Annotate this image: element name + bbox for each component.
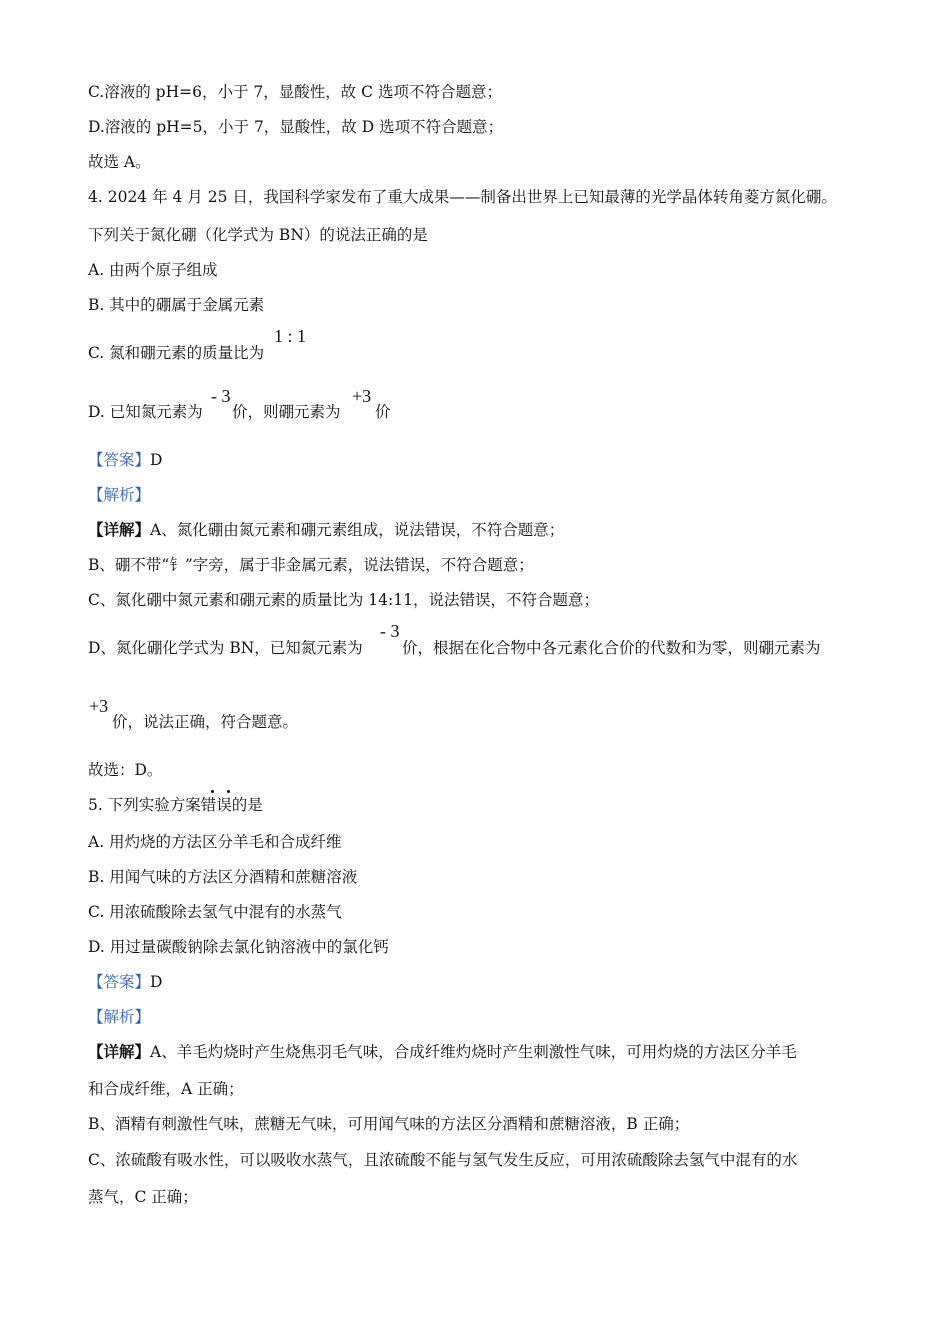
option-d: D. 已知氮元素为 [88, 403, 203, 421]
option-b: B. 用闻气味的方法区分酒精和蔗糖溶液 [88, 868, 358, 886]
detail-line: 价，根据在化合物中各元素化合价的代数和为零，则硼元素为 [402, 639, 821, 657]
option-a: A. 由两个原子组成 [88, 261, 218, 279]
answer-value: D [150, 451, 163, 469]
answer-tag: 【答案】 [88, 451, 151, 469]
detail-tag: 【详解】 [88, 520, 151, 539]
answer-value: D [150, 973, 163, 991]
math-valence: - 3 [211, 386, 231, 406]
detail-line [88, 1042, 797, 1062]
text-line: C.溶液的 pH=6，小于 7，显酸性，故 C 选项不符合题意； [88, 83, 502, 101]
option-d: D. 用过量碳酸钠除去氯化钠溶液中的氯化钙 [88, 938, 389, 956]
option-d: 价，则硼元素为 [232, 403, 341, 421]
math-ratio: 1 : 1 [274, 326, 307, 346]
detail-text: A、羊毛灼烧时产生烧焦羽毛气味，合成纤维灼烧时产生刺激性气味，可用灼烧的方法区分羊毛 [150, 1043, 797, 1061]
emphasis-dot [227, 790, 230, 793]
answer-line [88, 450, 162, 470]
stem-text: 的是 [231, 796, 263, 814]
option-b: B. 其中的硼属于金属元素 [88, 296, 265, 314]
detail-line: 价，说法正确，符合题意。 [112, 713, 299, 731]
analysis-tag: 【解析】 [88, 486, 151, 504]
detail-line: B、酒精有刺激性气味，蔗糖无气味，可用闻气味的方法区分酒精和蔗糖溶液，B 正确； [88, 1115, 690, 1133]
stem-text: 5. 下列实验方案 [88, 796, 201, 814]
answer-line [88, 972, 162, 992]
detail-text: A、氮化硼由氮元素和硼元素组成，说法错误，不符合题意； [150, 521, 565, 539]
answer-tag: 【答案】 [88, 973, 151, 991]
option-a: A. 用灼烧的方法区分羊毛和合成纤维 [88, 833, 342, 851]
emphasis-dot [211, 790, 214, 793]
math-valence: - 3 [380, 621, 400, 641]
option-d: 价 [375, 403, 391, 421]
math-valence: +3 [352, 386, 372, 406]
text-line: 故选 A。 [88, 153, 151, 171]
detail-line: 蒸气，C 正确； [88, 1188, 198, 1206]
question-5-stem [88, 795, 263, 815]
detail-line [88, 520, 564, 540]
detail-line: C、浓硫酸有吸水性，可以吸收水蒸气，且浓硫酸不能与氢气发生反应，可用浓硫酸除去氢气中混有的水 [88, 1151, 798, 1169]
conclusion-line: 故选：D。 [88, 761, 163, 779]
question-4-stem: 4. 2024 年 4 月 25 日，我国科学家发布了重大成果——制备出世界上已知最薄的光学晶体转角菱方氮化硼。 [88, 188, 837, 206]
detail-line: D、氮化硼化学式为 BN，已知氮元素为 [88, 639, 363, 657]
detail-line: C、氮化硼中氮元素和硼元素的质量比为 14:11，说法错误，不符合题意； [88, 591, 599, 609]
question-4-stem: 下列关于氮化硼（化学式为 BN）的说法正确的是 [88, 226, 428, 244]
detail-tag: 【详解】 [88, 1042, 151, 1061]
option-c: C. 氮和硼元素的质量比为 [88, 344, 265, 362]
math-valence: +3 [89, 696, 109, 716]
analysis-tag: 【解析】 [88, 1008, 151, 1026]
detail-line: B、硼不带“钅”字旁，属于非金属元素，说法错误，不符合题意； [88, 556, 534, 574]
emphasis-text: 错误 [200, 796, 232, 814]
option-c: C. 用浓硫酸除去氢气中混有的水蒸气 [88, 903, 342, 921]
detail-line: 和合成纤维，A 正确； [88, 1080, 244, 1098]
text-line: D.溶液的 pH=5，小于 7，显酸性，故 D 选项不符合题意； [88, 118, 504, 136]
